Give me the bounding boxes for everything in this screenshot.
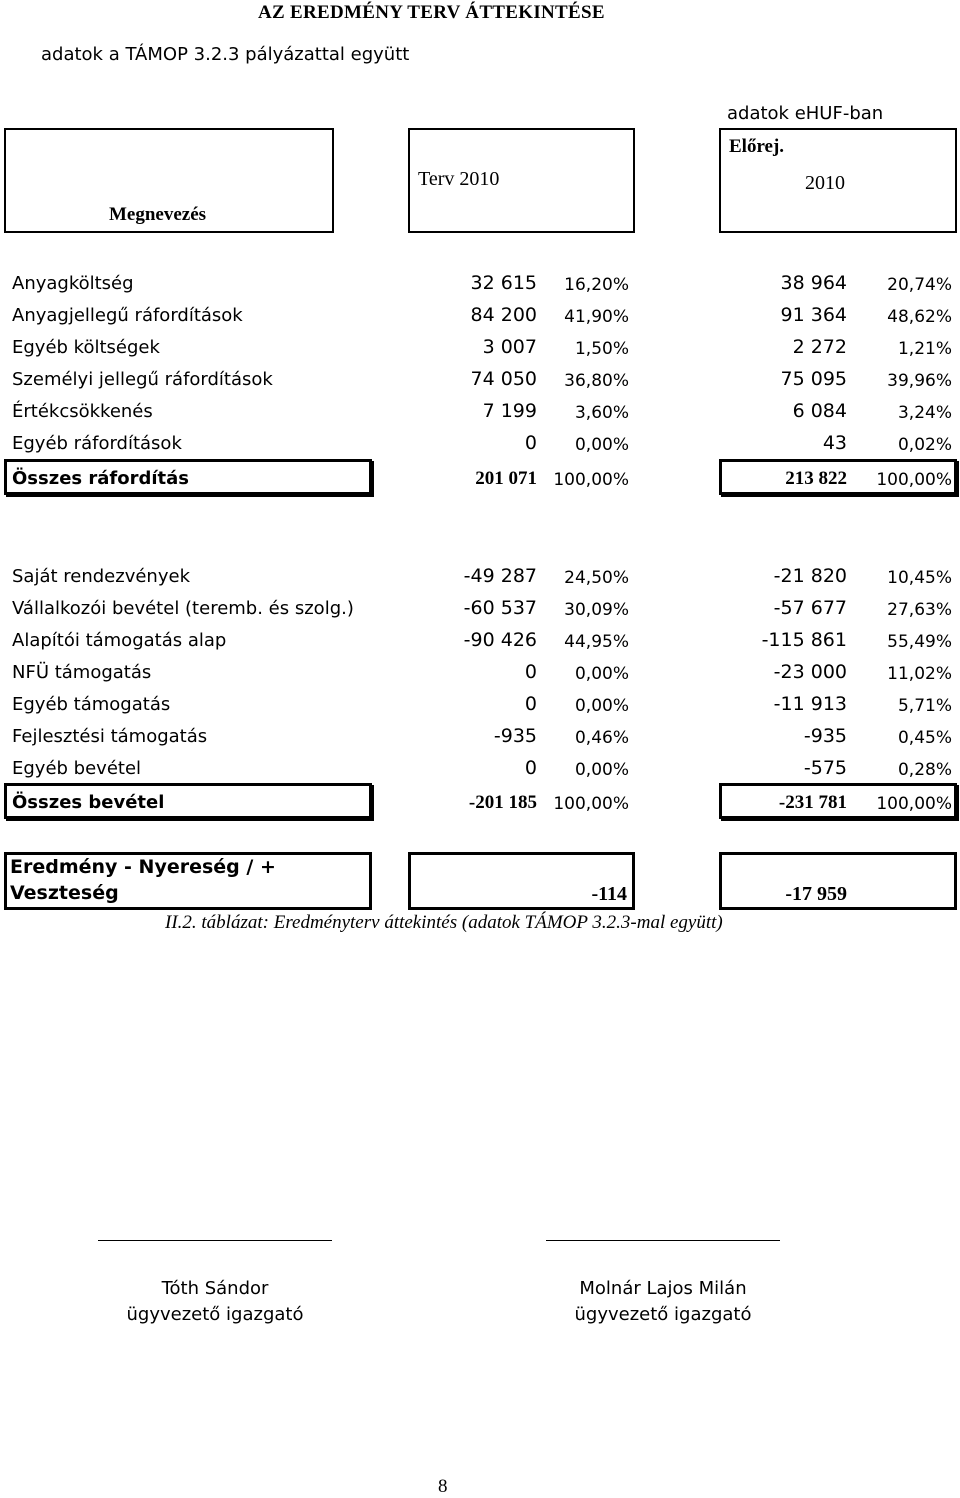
row-label: NFÜ támogatás	[12, 662, 152, 683]
total-label: Összes ráfordítás	[12, 468, 190, 489]
plan-value: -935	[493, 725, 537, 747]
result-forecast-value: -17 959	[785, 883, 847, 905]
forecast-percent: 11,02%	[887, 664, 952, 684]
header-forecast-label-2: 2010	[805, 172, 845, 194]
forecast-value: 43	[822, 432, 847, 454]
forecast-value: -575	[803, 757, 847, 779]
plan-percent: 3,60%	[574, 403, 629, 423]
plan-percent: 0,00%	[574, 435, 629, 455]
forecast-percent: 48,62%	[887, 307, 952, 327]
row-label: Értékcsökkenés	[12, 401, 153, 422]
plan-value: 3 007	[482, 336, 537, 358]
plan-total-percent: 100,00%	[553, 470, 629, 490]
plan-percent: 0,00%	[574, 760, 629, 780]
forecast-percent: 5,71%	[897, 696, 952, 716]
plan-percent: 0,46%	[574, 728, 629, 748]
plan-value: -60 537	[463, 597, 537, 619]
row-label: Anyagköltség	[12, 273, 134, 294]
plan-percent: 1,50%	[574, 339, 629, 359]
forecast-percent: 39,96%	[887, 371, 952, 391]
forecast-value: -21 820	[773, 565, 847, 587]
row-label: Fejlesztési támogatás	[12, 726, 208, 747]
forecast-total-percent: 100,00%	[876, 794, 952, 814]
plan-value: 7 199	[482, 400, 537, 422]
plan-percent: 44,95%	[564, 632, 629, 652]
plan-value: 0	[524, 757, 537, 779]
row-label: Vállalkozói bevétel (teremb. és szolg.)	[12, 598, 354, 619]
result-label-line2: Veszteség	[10, 882, 119, 904]
result-plan-value: -114	[591, 883, 627, 905]
plan-percent: 24,50%	[564, 568, 629, 588]
plan-total-value: 201 071	[475, 468, 537, 489]
forecast-percent: 0,28%	[897, 760, 952, 780]
plan-percent: 36,80%	[564, 371, 629, 391]
forecast-percent: 20,74%	[887, 275, 952, 295]
header-plan-label: Terv 2010	[418, 168, 500, 190]
page-number: 8	[438, 1476, 448, 1497]
plan-percent: 0,00%	[574, 664, 629, 684]
row-label: Egyéb bevétel	[12, 758, 142, 779]
header-cell-plan	[408, 128, 635, 233]
plan-value: 74 050	[470, 368, 537, 390]
forecast-value: -115 861	[761, 629, 847, 651]
forecast-value: -935	[803, 725, 847, 747]
signature-line-left	[98, 1240, 332, 1241]
signature-name-left: Tóth Sándor	[161, 1278, 269, 1299]
plan-value: 0	[524, 432, 537, 454]
row-label: Saját rendezvények	[12, 566, 190, 587]
forecast-percent: 0,45%	[897, 728, 952, 748]
forecast-value: -11 913	[773, 693, 847, 715]
plan-value: 84 200	[470, 304, 537, 326]
page-title: AZ EREDMÉNY TERV ÁTTEKINTÉSE	[258, 2, 605, 23]
header-name-label: Megnevezés	[109, 204, 207, 225]
forecast-percent: 55,49%	[887, 632, 952, 652]
plan-percent: 41,90%	[564, 307, 629, 327]
row-label: Személyi jellegű ráfordítások	[12, 369, 273, 390]
forecast-percent: 0,02%	[897, 435, 952, 455]
row-label: Alapítói támogatás alap	[12, 630, 227, 651]
forecast-percent: 10,45%	[887, 568, 952, 588]
forecast-value: 38 964	[780, 272, 847, 294]
plan-percent: 16,20%	[564, 275, 629, 295]
row-label: Egyéb ráfordítások	[12, 433, 182, 454]
plan-value: 32 615	[470, 272, 537, 294]
forecast-total-percent: 100,00%	[876, 470, 952, 490]
forecast-value: 75 095	[780, 368, 847, 390]
signature-name-right: Molnár Lajos Milán	[579, 1278, 747, 1299]
result-label-line1: Eredmény - Nyereség / +	[10, 856, 276, 878]
forecast-value: 91 364	[780, 304, 847, 326]
plan-value: -90 426	[463, 629, 537, 651]
total-label: Összes bevétel	[12, 792, 165, 813]
plan-value: -49 287	[463, 565, 537, 587]
row-label: Egyéb költségek	[12, 337, 160, 358]
plan-percent: 30,09%	[564, 600, 629, 620]
plan-total-value: -201 185	[468, 792, 537, 813]
plan-percent: 0,00%	[574, 696, 629, 716]
signature-role-left: ügyvezető igazgató	[126, 1304, 304, 1325]
forecast-value: 6 084	[792, 400, 847, 422]
plan-value: 0	[524, 693, 537, 715]
page-subtitle: adatok a TÁMOP 3.2.3 pályázattal együtt	[41, 44, 410, 65]
row-label: Egyéb támogatás	[12, 694, 171, 715]
forecast-total-value: -231 781	[778, 792, 847, 813]
forecast-percent: 1,21%	[897, 339, 952, 359]
header-cell-name	[4, 128, 334, 233]
forecast-value: 2 272	[792, 336, 847, 358]
plan-total-percent: 100,00%	[553, 794, 629, 814]
table-caption: II.2. táblázat: Eredményterv áttekintés (adatok TÁMOP 3.2.3-mal együtt)	[165, 912, 723, 933]
header-forecast-label-1: Előrej.	[729, 136, 785, 157]
forecast-percent: 27,63%	[887, 600, 952, 620]
forecast-total-value: 213 822	[785, 468, 847, 489]
forecast-value: -23 000	[773, 661, 847, 683]
signature-line-right	[546, 1240, 780, 1241]
plan-value: 0	[524, 661, 537, 683]
forecast-value: -57 677	[773, 597, 847, 619]
signature-role-right: ügyvezető igazgató	[574, 1304, 752, 1325]
header-cell-forecast	[719, 128, 957, 233]
forecast-percent: 3,24%	[897, 403, 952, 423]
unit-note: adatok eHUF-ban	[727, 103, 884, 124]
row-label: Anyagjellegű ráfordítások	[12, 305, 243, 326]
